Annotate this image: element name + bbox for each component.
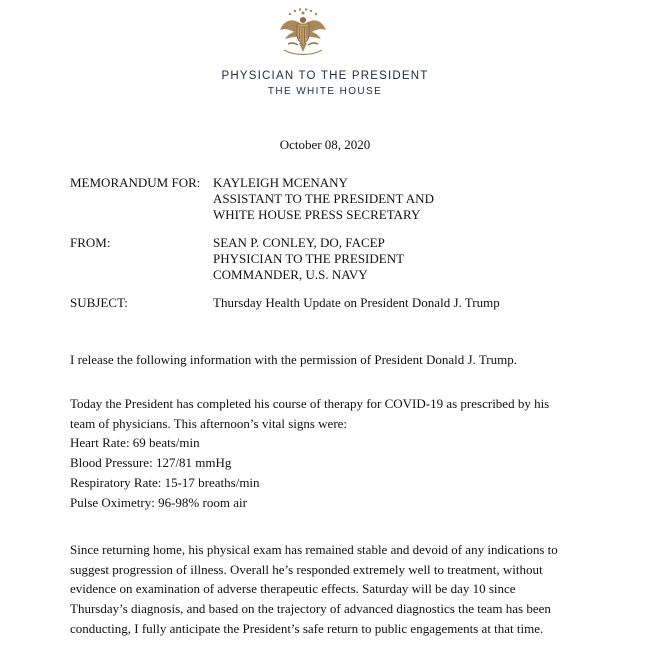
memo-from-line: COMMANDER, U.S. NAVY [213,267,368,282]
paragraph-line: Today the President has completed his course of therapy for COVID-19 as prescribed by his [70,396,550,411]
paragraph-line: I release the following information with the permission of President Donald J. Trump. [70,352,517,367]
vital-respiratory-rate: Respiratory Rate: 15-17 breaths/min [70,474,260,490]
memo-from-line: SEAN P. CONLEY, DO, FACEP [213,235,385,250]
memo-subject-label: SUBJECT: [70,295,128,310]
memo-for-line: KAYLEIGH MCENANY [213,175,348,190]
office-title: PHYSICIAN TO THE PRESIDENT [221,70,429,82]
paragraph-line: conducting, I fully anticipate the President’s safe return to public engagements at that time. [70,620,544,636]
memo-for-label: MEMORANDUM FOR: [70,175,201,190]
vital-heart-rate: Heart Rate: 69 beats/min [70,435,200,451]
presidential-eagle-seal-icon [274,6,332,58]
memo-for-line: ASSISTANT TO THE PRESIDENT AND [213,191,434,206]
paragraph-line: suggest progression of illness. Overall he’s responded extremely well to treatment, without [70,561,543,577]
intro-paragraph [70,350,540,370]
therapy-paragraph [70,394,550,512]
memo-date: October 08, 2020 [279,137,371,152]
memo-for-value [213,175,633,223]
memo-subject-value [213,295,633,311]
memo-from-value [213,235,633,283]
memo-from-label: FROM: [70,235,111,250]
paragraph-line: team of physicians. This afternoon’s vital signs were: [70,415,348,431]
paragraph-line: Thursday’s diagnosis, and based on the trajectory of advanced diagnostics the team has been [70,601,551,617]
paragraph-line: evidence on examination of adverse therapeutic effects. Saturday will be day 10 since [70,581,516,597]
memo-from-line: PHYSICIAN TO THE PRESIDENT [213,251,405,266]
progress-paragraph [70,540,558,639]
vital-blood-pressure: Blood Pressure: 127/81 mmHg [70,455,232,471]
memo-for-line: WHITE HOUSE PRESS SECRETARY [213,207,421,222]
building-title: THE WHITE HOUSE [267,86,383,97]
memo-subject-text: Thursday Health Update on President Donald J. Trump [213,295,500,310]
vital-pulse-oximetry: Pulse Oximetry: 96-98% room air [70,494,247,510]
paragraph-line: Since returning home, his physical exam has remained stable and devoid of any indications to [70,542,558,557]
